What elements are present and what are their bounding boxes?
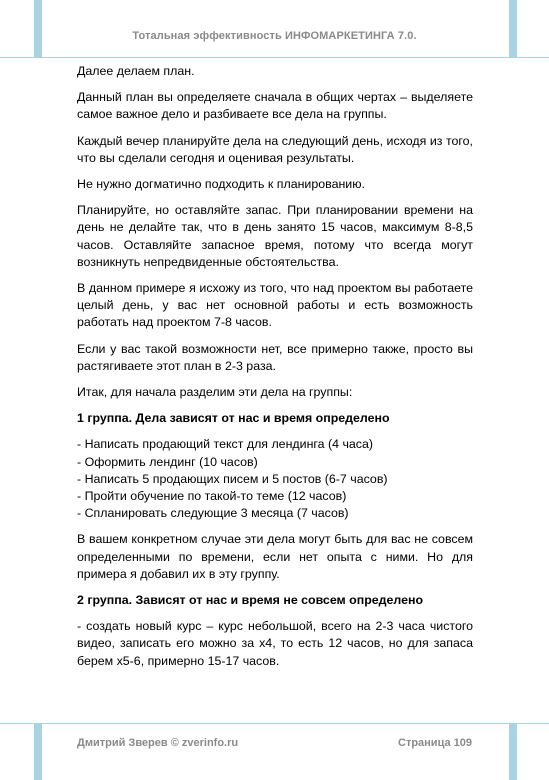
paragraph: Планируйте, но оставляйте запас. При планировании времени на день не делайте так, что в день занято 15 часов, максимум 8-8,5 часов. Оставляйте запасное время, потому что всегда могут возникнуть непредвиденные обстоятельства.: [77, 203, 473, 269]
paragraph: Каждый вечер планируйте дела на следующий день, исходя из того, что вы сделали сегодня и оценивая результаты.: [77, 133, 473, 165]
paragraph: - создать новый курс – курс небольшой, всего на 2-3 часа чистого видео, записать его можно за х4, то есть 12 часов, но для запаса берем х5-6, примерно 15-17 часов.: [77, 619, 473, 668]
footer-divider: [0, 723, 549, 724]
page-header-title: Тотальная эффективность ИНФОМАРКЕТИНГА 7.0.: [132, 30, 417, 42]
left-top-accent-bar: [34, 0, 42, 57]
list-item: - Написать 5 продающих писем и 5 постов (6-7 часов): [77, 471, 388, 486]
page-body: [77, 63, 473, 679]
list-item: - Спланировать следующие 3 месяца (7 часов): [77, 506, 349, 521]
paragraph: Если у вас такой возможности нет, все примерно также, просто вы растягиваете этот план в 2-3 раза.: [77, 341, 473, 373]
left-bottom-accent-bar: [34, 724, 42, 780]
paragraph: В данном примере я исхожу из того, что над проектом вы работаете целый день, у вас нет основной работы и есть возможность работать над проектом 7-8 часов.: [77, 281, 473, 330]
paragraph: В вашем конкретном случае эти дела могут быть для вас не совсем определенными по времени, если нет опыта с ними. Но для примера я добавил их в эту группу.: [77, 532, 473, 581]
list-item: - Пройти обучение по такой-то теме (12 часов): [77, 489, 347, 504]
group-1-task-list: [77, 436, 473, 522]
list-item: - Оформить лендинг (10 часов): [77, 454, 258, 469]
right-top-accent-bar: [509, 0, 517, 57]
group-1-heading: 1 группа. Дела зависят от нас и время определено: [77, 411, 390, 426]
paragraph: Итак, для начала разделим эти дела на группы:: [77, 385, 353, 400]
footer-author: Дмитрий Зверев © zverinfo.ru: [77, 737, 239, 749]
right-bottom-accent-bar: [509, 724, 517, 780]
list-item: - Написать продающий текст для лендинга (4 часа): [77, 437, 374, 452]
group-2-heading: 2 группа. Зависят от нас и время не совсем определено: [77, 593, 424, 608]
paragraph: Не нужно догматично подходить к планированию.: [77, 177, 365, 192]
footer-page-number: Страница 109: [398, 737, 472, 749]
paragraph: Данный план вы определяете сначала в общих чертах – выделяете самое важное дело и разбиваете все дела на группы.: [77, 90, 473, 122]
header-divider: [0, 57, 549, 58]
paragraph: Далее делаем план.: [77, 64, 195, 78]
